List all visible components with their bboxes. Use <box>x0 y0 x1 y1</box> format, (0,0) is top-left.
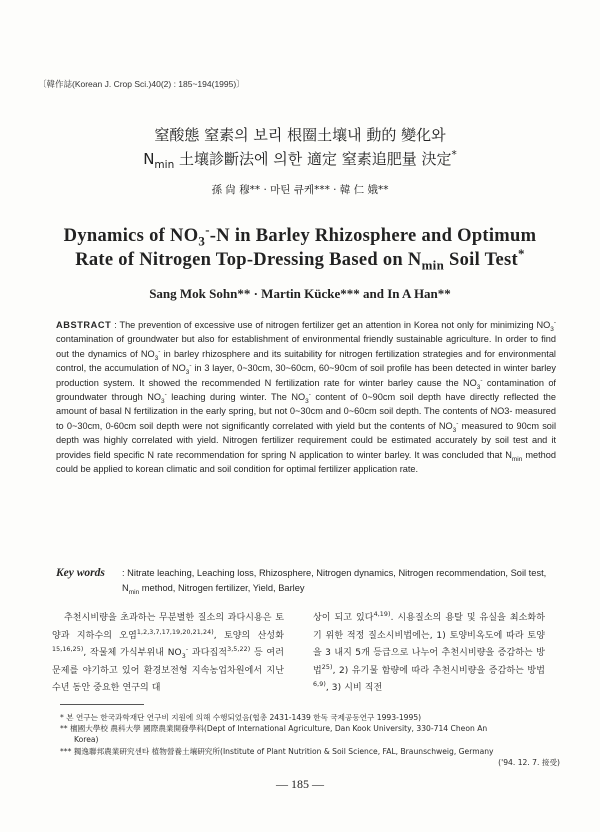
english-title-part-b: -N in Barley Rhizosphere and Optimum <box>209 226 537 246</box>
keywords <box>56 566 556 595</box>
body-left-text-2: , 토양의 산성화 <box>213 630 284 641</box>
abstract-sup: - <box>308 390 311 398</box>
footnotes <box>60 712 560 768</box>
footnote-2-cont: Korea) <box>74 735 99 745</box>
citation: 4,19) <box>373 611 391 618</box>
keywords-label: Key words <box>56 567 105 579</box>
citation: 1,2,3,7,17,19,20,21,24) <box>136 628 214 636</box>
korean-title-line1: 窒酸態 窒素의 보리 根圈土壤내 動的 變化와 <box>154 126 446 144</box>
english-title-part-a: Dynamics of NO <box>63 226 199 246</box>
body-right-text-4: , 3) 시비 직전 <box>325 683 383 694</box>
korean-title-mark: * <box>451 149 457 161</box>
english-title-supminus: - <box>205 221 210 237</box>
abstract-sub: 3 <box>452 426 457 434</box>
english-title-part-d: Soil Test <box>444 250 519 270</box>
abstract-text-1: : The prevention of excessive use of nitrogen fertilizer get an attention in Korea not only for minimizing NO <box>111 320 551 330</box>
body-left-sup: - <box>185 646 189 654</box>
citation: 6,9) <box>313 681 326 689</box>
abstract-sup: - <box>553 318 556 326</box>
body-left-text-5: 등 여러 문제를 야기하고 있어 환경보전형 지속농업차원에서 지난 수년 동안 중요한 연구의 대 <box>52 648 285 694</box>
keywords-min: min <box>128 588 140 596</box>
abstract-text-5: contamination of groundwater through NO <box>56 377 556 403</box>
body-right-text-3: , 2) 유기물 함량에 따라 추천시비량을 증감하는 방법 <box>332 665 545 676</box>
body-right-text-2: . 시용질소의 용탈 및 유실을 최소화하기 위한 적정 질소시비법에는, 1) 토양비옥도에 따라 토양을 3 내지 5개 등급으로 나누어 추천시비량을 증감하는 방법 <box>313 613 545 676</box>
korean-title-min: min <box>154 159 175 171</box>
abstract-sup: - <box>158 347 161 355</box>
english-title-line1 <box>0 221 600 249</box>
keywords-text-b: method, Nitrogen fertilizer, Yield, Barley <box>139 582 305 593</box>
english-title-part-c: Rate of Nitrogen Top-Dressing Based on N <box>75 250 422 270</box>
page-number: — 185 — <box>276 777 324 791</box>
abstract-text-6: leaching during winter. The NO <box>166 392 306 403</box>
abstract <box>56 318 556 476</box>
english-title-mark: * <box>518 245 525 261</box>
footnote-divider <box>60 704 144 705</box>
abstract-text-4: in 3 layer, 0~30cm, 30~60cm, 60~90cm of soil profile has been detected in winter barley production system. It showed the recommended N fertilization rate for winter barley cause the NO <box>56 363 556 388</box>
abstract-sub: 3 <box>154 354 159 362</box>
abstract-text-8: measured to 90cm soil depth was highly correlated with yield. Nitrogen fertilizer requirement could be estimated accurately by soil test and it provides field specific N rate recommendation for spring N application to winter barley. It was concluded that N <box>56 420 557 460</box>
abstract-sup: - <box>480 376 483 384</box>
keywords-text <box>56 566 556 595</box>
abstract-sub: 3 <box>476 383 481 391</box>
body-column-right <box>313 610 545 698</box>
citation: 25) <box>321 663 333 671</box>
citation: 3,5,22) <box>227 646 251 654</box>
abstract-sub: 3 <box>185 369 190 377</box>
abstract-sup: - <box>189 362 192 370</box>
footnote-received-date: ('94. 12. 7. 接受) <box>498 757 560 767</box>
abstract-text-3: in barley rhizosphere and its suitability for nitrogen fertilization strategies and for environmental control, the accumulation of NO <box>56 348 556 374</box>
footnote-1: * 본 연구는 한국과학재단 연구비 지원에 의해 수행되었음(협총 2431-1439 한독 국제공동연구 1993-1995) <box>60 713 422 722</box>
body-left-text-3: , 작물체 가식부위내 NO <box>83 648 182 659</box>
abstract-sub-min: min <box>511 455 523 463</box>
english-title-line2 <box>0 245 600 273</box>
korean-title-rest: 土壤診斷法에 의한 適定 窒素追肥量 決定 <box>174 150 452 168</box>
korean-title-n: N <box>143 150 155 168</box>
abstract-sup: - <box>164 390 167 398</box>
english-authors: Sang Mok Sohn** · Martin Kücke*** and In A Han** <box>149 286 451 301</box>
keywords-text-a: : Nitrate leaching, Leaching loss, Rhizosphere, Nitrogen dynamics, Nitrogen recommendation, Soil test, N <box>122 568 547 593</box>
body-left-sub: 3 <box>181 652 186 660</box>
abstract-text-9: method could be applied to korean climatic and soil condition for optimal fertilizer application rate. <box>56 449 556 475</box>
abstract-sub: 3 <box>550 325 554 333</box>
english-title-sub3: 3 <box>198 233 206 249</box>
abstract-sub: 3 <box>305 397 309 405</box>
body-left-text-4: 과다집적 <box>188 648 228 659</box>
footnote-2: ** 檀國大學校 農科大學 國際農業開發學科(Dept of International Agriculture, Dan Kook University, 330-714 Cheon An <box>60 724 488 734</box>
abstract-text-2: contamination of groundwater but also for establishment of environmental friendly sustainable agriculture. In order to find out the dynamics of NO <box>56 334 556 359</box>
citation: 15,16,25) <box>52 646 84 654</box>
korean-title-line2 <box>0 148 600 169</box>
footnote-3: *** 獨逸聯邦農業硏究센타 植物營養土壤硏究所(Institute of Plant Nutrition & Soil Science, FAL, Braunschweig, Germany <box>60 746 494 756</box>
journal-reference: 〔韓作誌(Korean J. Crop Sci.)40(2) : 185~194(1995)〕 <box>38 79 245 89</box>
body-column-left <box>52 610 284 698</box>
abstract-label: ABSTRACT <box>56 320 112 330</box>
english-title-min: min <box>421 257 445 273</box>
body-left-text-1: 추천시비량을 초과하는 무분별한 질소의 과다시용은 토양과 지하수의 오염 <box>52 613 284 641</box>
abstract-sub: 3 <box>161 397 165 405</box>
korean-authors: 孫 尙 穆** · 마틴 큐케*** · 韓 仁 娥** <box>211 184 389 196</box>
abstract-text-7: content of 0~90cm soil depth have directly reflected the amount of basal N fertilization in the early spring, but not 0~30cm and 0~60cm soil depth. The contents of NO3- measured to 0~30cm, 0-60cm soil depth were not significantly correlated with yield but the contents of NO <box>56 392 556 431</box>
body-right-text-1: 상이 되고 있다 <box>313 613 374 623</box>
abstract-sup: - <box>456 419 459 427</box>
